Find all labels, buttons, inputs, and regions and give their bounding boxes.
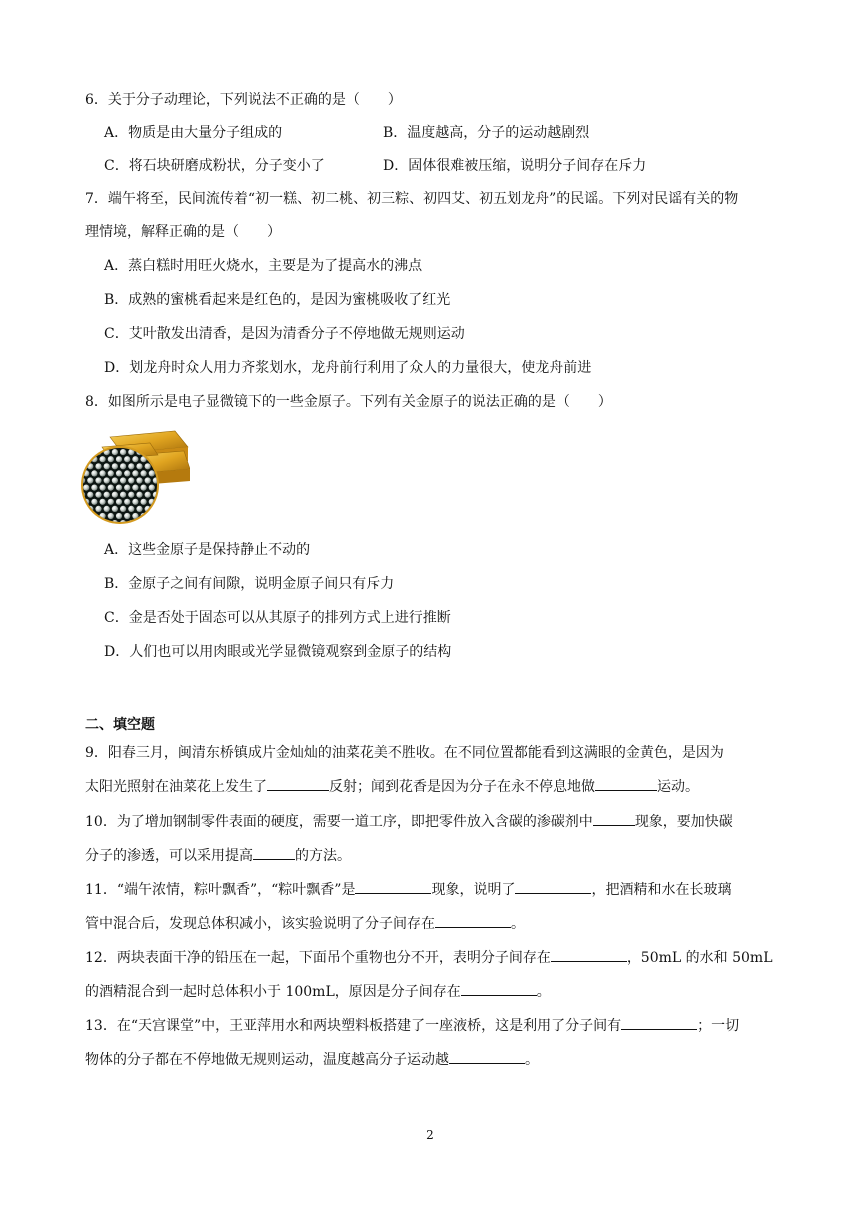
gold-atom xyxy=(132,470,138,476)
gold-atom xyxy=(128,506,134,512)
gold-atom xyxy=(136,506,142,512)
q7-option-a: A．蒸白糕时用旺火烧水，主要是为了提高水的沸点 xyxy=(104,258,423,274)
answer-blank[interactable] xyxy=(253,845,295,860)
gold-atom xyxy=(141,470,147,476)
q8-option-c: C．金是否处于固态可以从其原子的排列方式上进行推断 xyxy=(104,610,451,626)
gold-atom xyxy=(141,499,147,505)
gold-atom xyxy=(112,449,118,455)
gold-atom xyxy=(83,485,89,491)
gold-atom xyxy=(104,492,110,498)
answer-blank[interactable] xyxy=(267,776,329,791)
gold-atom xyxy=(116,470,122,476)
answer-blank[interactable] xyxy=(515,879,591,894)
gold-atom xyxy=(95,492,101,498)
gold-atom xyxy=(91,470,97,476)
gold-atom xyxy=(91,499,97,505)
q8-option-a: A．这些金原子是保持静止不动的 xyxy=(104,542,311,558)
gold-atom xyxy=(120,492,126,498)
gold-atom xyxy=(141,485,147,491)
q6-option-a: A．物质是由大量分子组成的 xyxy=(104,125,283,141)
gold-atom xyxy=(128,463,134,469)
answer-blank[interactable] xyxy=(621,1015,697,1030)
gold-atom xyxy=(112,492,118,498)
gold-atom xyxy=(100,485,106,491)
gold-atom xyxy=(124,499,130,505)
q7-option-c: C．艾叶散发出清香，是因为清香分子不停地做无规则运动 xyxy=(104,326,465,342)
q6-option-b: B．温度越高，分子的运动越剧烈 xyxy=(383,125,590,141)
gold-atoms-figure xyxy=(80,425,190,525)
gold-atom xyxy=(145,477,151,483)
gold-atom xyxy=(87,492,93,498)
gold-atom xyxy=(120,506,126,512)
q6-option-c: C．将石块研磨成粉状，分子变小了 xyxy=(104,158,325,174)
gold-atom xyxy=(120,463,126,469)
gold-atom xyxy=(112,463,118,469)
q13-line1: 13．在“天宫课堂”中，王亚萍用水和两块塑料板搭建了一座液桥，这是利用了分子间有 ；一切 xyxy=(85,1015,739,1036)
gold-atom xyxy=(100,499,106,505)
gold-atom xyxy=(136,492,142,498)
gold-atom xyxy=(95,463,101,469)
q7-stem-line1: 7．端午将至，民间流传着“初一糕、初二桃、初三粽、初四艾、初五划龙舟”的民谣。下列对民谣有关的物 xyxy=(85,191,739,207)
q6-option-d: D．固体很难被压缩，说明分子间存在斥力 xyxy=(383,158,647,174)
q11-line2: 管中混合后，发现总体积减小，该实验说明了分子间存在 。 xyxy=(85,913,525,934)
q12-line1: 12．两块表面干净的铅压在一起，下面吊个重物也分不开，表明分子间存在 ，50mL 的水和 50mL xyxy=(85,947,773,968)
gold-atom xyxy=(116,513,122,519)
gold-atom xyxy=(120,449,126,455)
gold-atom xyxy=(124,513,130,519)
q9-line1: 9．阳春三月，闽清东桥镇成片金灿灿的油菜花美不胜收。在不同位置都能看到这满眼的金黄色，是因为 xyxy=(85,745,724,761)
gold-atom xyxy=(132,456,138,462)
gold-atom xyxy=(108,499,114,505)
answer-blank[interactable] xyxy=(551,947,627,962)
q10-line2: 分子的渗透，可以采用提高 的方法。 xyxy=(85,845,351,866)
gold-atom xyxy=(95,506,101,512)
q6-stem: 6．关于分子动理论，下列说法不正确的是（ ） xyxy=(85,92,402,108)
answer-blank[interactable] xyxy=(593,811,635,826)
gold-atom xyxy=(149,485,155,491)
gold-atom xyxy=(124,456,130,462)
q9-line2: 太阳光照射在油菜花上发生了 反射；闻到花香是因为分子在永不停息地做 运动。 xyxy=(85,776,699,797)
answer-blank[interactable] xyxy=(435,913,511,928)
gold-atom xyxy=(132,499,138,505)
gold-atom xyxy=(104,463,110,469)
answer-blank[interactable] xyxy=(461,981,537,996)
gold-atom xyxy=(116,485,122,491)
q7-option-b: B．成熟的蜜桃看起来是红色的，是因为蜜桃吸收了红光 xyxy=(104,292,451,308)
gold-atom xyxy=(95,477,101,483)
gold-atom xyxy=(124,485,130,491)
gold-atom xyxy=(112,477,118,483)
gold-atom xyxy=(149,470,155,476)
gold-atom xyxy=(100,456,106,462)
q7-option-d: D．划龙舟时众人用力齐浆划水，龙舟前行利用了众人的力量很大，使龙舟前进 xyxy=(104,360,592,376)
q7-stem-line2: 理情境，解释正确的是（ ） xyxy=(85,224,281,240)
q8-stem: 8．如图所示是电子显微镜下的一些金原子。下列有关金原子的说法正确的是（ ） xyxy=(85,394,612,410)
gold-atom xyxy=(136,477,142,483)
gold-atom xyxy=(128,492,134,498)
gold-atom xyxy=(104,506,110,512)
gold-atom xyxy=(128,477,134,483)
answer-blank[interactable] xyxy=(355,879,431,894)
q8-option-b: B．金原子之间有间隙，说明金原子间只有斥力 xyxy=(104,576,395,592)
gold-atom xyxy=(116,499,122,505)
gold-atom xyxy=(116,456,122,462)
gold-atom xyxy=(87,477,93,483)
page-number: 2 xyxy=(426,1128,434,1142)
gold-atom xyxy=(112,506,118,512)
section-heading-fill-in: 二、填空题 xyxy=(85,717,155,733)
q12-line2: 的酒精混合到一起时总体积小于 100mL，原因是分子间存在 。 xyxy=(85,981,551,1002)
gold-atom xyxy=(108,470,114,476)
gold-atom xyxy=(145,463,151,469)
q11-line1: 11．“端午浓情，粽叶飘香”，“粽叶飘香”是 现象，说明了 ，把酒精和水在长玻璃 xyxy=(85,879,731,900)
gold-atom xyxy=(132,485,138,491)
gold-atom xyxy=(108,513,114,519)
gold-atom xyxy=(120,477,126,483)
answer-blank[interactable] xyxy=(595,776,657,791)
gold-atom xyxy=(108,456,114,462)
gold-atom xyxy=(108,485,114,491)
gold-atom xyxy=(100,470,106,476)
q10-line1: 10．为了增加钢制零件表面的硬度，需要一道工序，即把零件放入含碳的渗碳剂中 现象，要加快碳 xyxy=(85,811,733,832)
q13-line2: 物体的分子都在不停地做无规则运动，温度越高分子运动越 。 xyxy=(85,1049,539,1070)
gold-atom xyxy=(104,477,110,483)
gold-atom xyxy=(91,485,97,491)
gold-atom xyxy=(145,492,151,498)
answer-blank[interactable] xyxy=(449,1049,525,1064)
gold-atom xyxy=(136,463,142,469)
q8-option-d: D．人们也可以用肉眼或光学显微镜观察到金原子的结构 xyxy=(104,644,452,660)
gold-atom xyxy=(124,470,130,476)
